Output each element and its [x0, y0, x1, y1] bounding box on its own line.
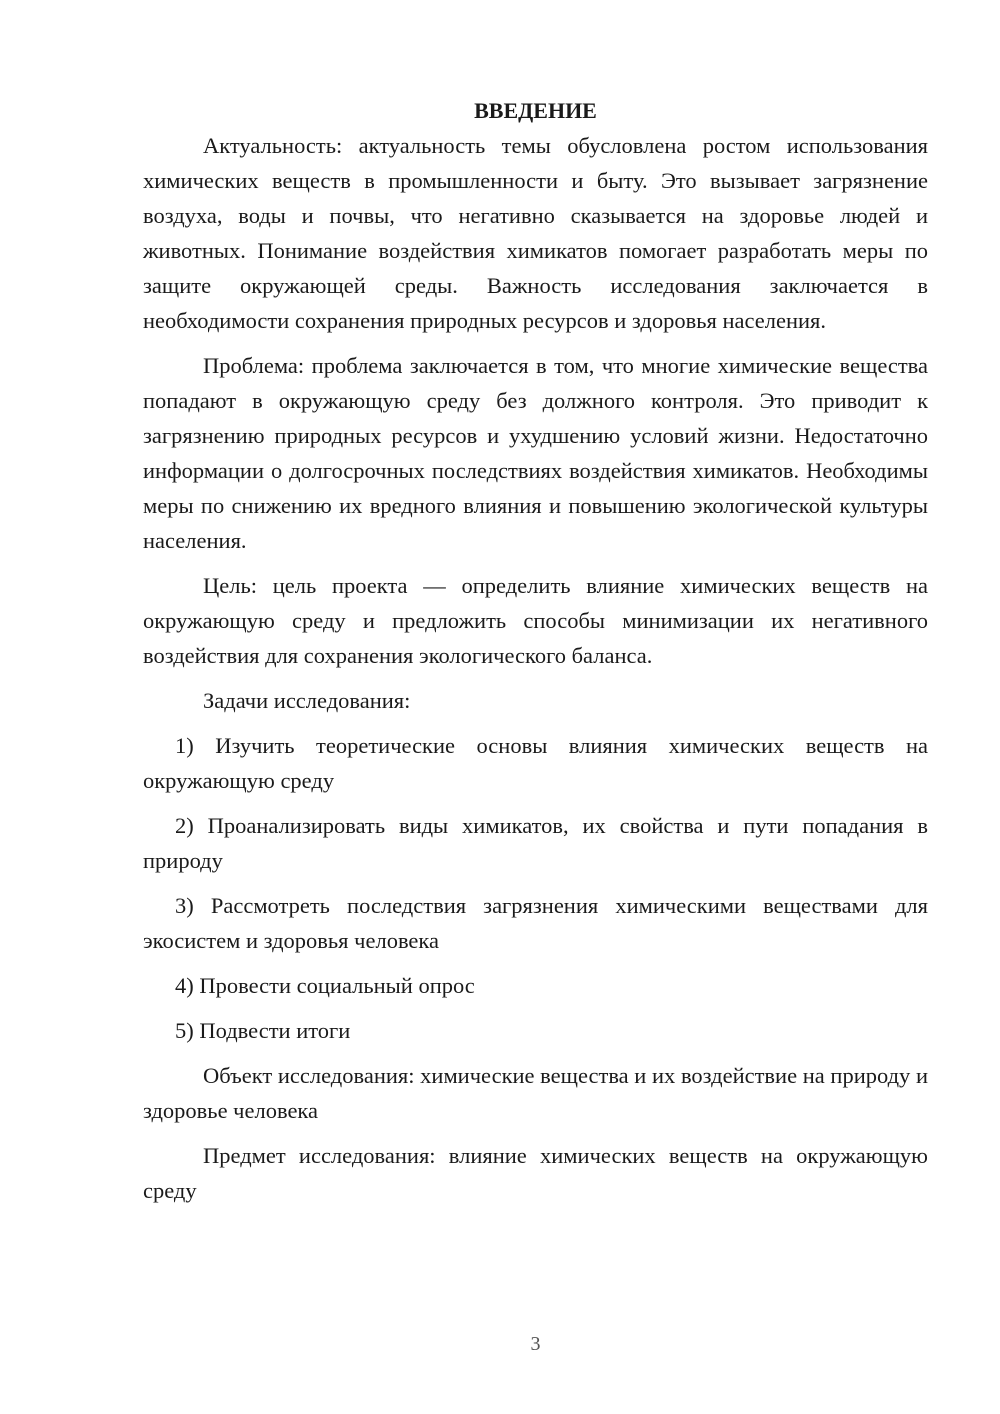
- paragraph-relevance: Актуальность: актуальность темы обусловлена ростом использования химических веществ в промышленности и быту. Это вызывает загрязнение воздуха, воды и почвы, что негативно сказывается на здоровье людей и животных. Понимание воздействия химикатов помогает разработать меры по защите окружающей среды. Важность исследования заключается в необходимости сохранения природных ресурсов и здоровья населения.: [143, 133, 928, 333]
- paragraph-problem: Проблема: проблема заключается в том, что многие химические вещества попадают в окружающую среду без должного контроля. Это приводит к загрязнению природных ресурсов и ухудшению условий жизни. Недостаточно информации о долгосрочных последствиях воздействия химикатов. Необходимы меры по снижению их вредного влияния и повышению экологической культуры населения.: [143, 353, 928, 553]
- page-number: 3: [530, 1333, 541, 1355]
- tasks-list: [143, 728, 928, 1048]
- paragraph-goal: Цель: цель проекта — определить влияние химических веществ на окружающую среду и предложить способы минимизации их негативного воздействия для сохранения экологического баланса.: [143, 573, 928, 668]
- page-content: [143, 93, 928, 1208]
- list-item: 3) Рассмотреть последствия загрязнения химическими веществами для экосистем и здоровья человека: [143, 893, 928, 953]
- list-item: 2) Проанализировать виды химикатов, их свойства и пути попадания в природу: [143, 813, 928, 873]
- list-item: 5) Подвести итоги: [175, 1018, 351, 1043]
- tasks-heading: Задачи исследования:: [203, 688, 411, 713]
- list-item: 4) Провести социальный опрос: [175, 973, 475, 998]
- list-item: 1) Изучить теоретические основы влияния химических веществ на окружающую среду: [143, 733, 928, 793]
- paragraph-object: Объект исследования: химические вещества и их воздействие на природу и здоровье человека: [143, 1063, 928, 1123]
- section-title: ВВЕДЕНИЕ: [474, 98, 597, 123]
- paragraph-subject: Предмет исследования: влияние химических веществ на окружающую среду: [143, 1143, 928, 1203]
